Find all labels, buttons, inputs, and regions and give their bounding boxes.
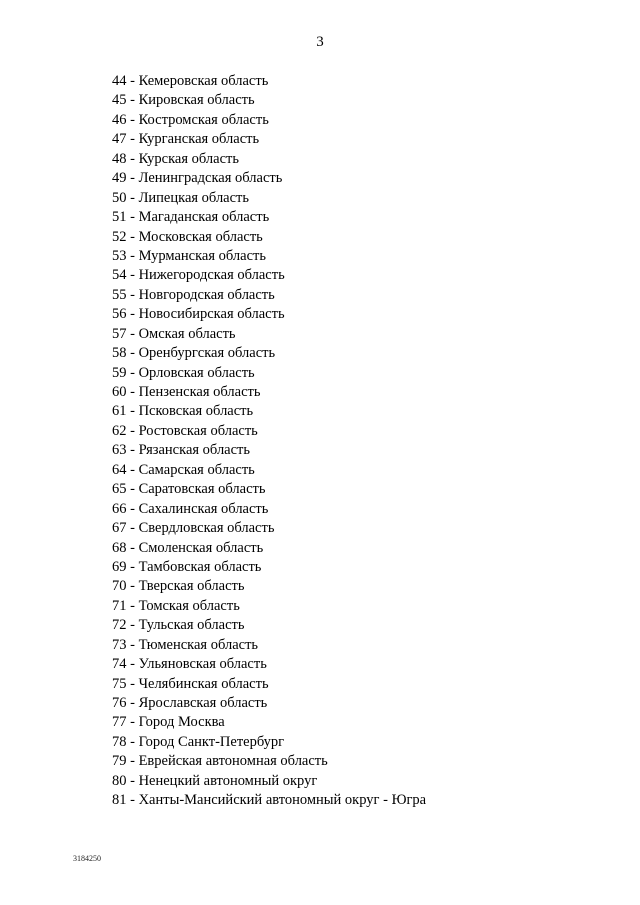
list-item: 71 - Томская область bbox=[112, 597, 240, 614]
list-item: 80 - Ненецкий автономный округ bbox=[112, 772, 318, 789]
list-item: 48 - Курская область bbox=[112, 150, 239, 167]
list-item: 50 - Липецкая область bbox=[112, 189, 250, 206]
list-item: 49 - Ленинградская область bbox=[112, 170, 283, 187]
list-item: 70 - Тверская область bbox=[112, 578, 245, 595]
list-item: 53 - Мурманская область bbox=[112, 247, 266, 264]
list-item: 56 - Новосибирская область bbox=[112, 306, 285, 323]
list-item: 47 - Курганская область bbox=[112, 131, 260, 148]
list-item: 60 - Пензенская область bbox=[112, 384, 261, 400]
list-item: 75 - Челябинская область bbox=[112, 675, 269, 692]
list-item: 81 - Ханты-Мансийский автономный округ - Югра bbox=[112, 792, 427, 809]
list-item: 76 - Ярославская область bbox=[112, 695, 268, 711]
list-item: 78 - Город Санкт-Петербург bbox=[112, 733, 285, 750]
list-item: 57 - Омская область bbox=[112, 325, 236, 342]
list-item: 65 - Саратовская область bbox=[112, 481, 266, 498]
list-item: 79 - Еврейская автономная область bbox=[112, 753, 328, 770]
list-item: 66 - Сахалинская область bbox=[112, 500, 269, 517]
list-item: 61 - Псковская область bbox=[112, 403, 254, 420]
list-item: 62 - Ростовская область bbox=[112, 422, 258, 439]
region-list bbox=[112, 72, 426, 811]
list-item: 58 - Оренбургская область bbox=[112, 345, 276, 362]
list-item: 44 - Кемеровская область bbox=[112, 73, 269, 89]
list-item: 59 - Орловская область bbox=[112, 364, 255, 381]
list-item: 72 - Тульская область bbox=[112, 617, 245, 634]
list-item: 46 - Костромская область bbox=[112, 111, 269, 128]
list-item: 52 - Московская область bbox=[112, 228, 263, 245]
list-item: 54 - Нижегородская область bbox=[112, 267, 285, 284]
list-item: 68 - Смоленская область bbox=[112, 539, 264, 556]
list-item: 55 - Новгородская область bbox=[112, 286, 275, 303]
document-code: 3184250 bbox=[73, 854, 101, 863]
list-item: 73 - Тюменская область bbox=[112, 636, 259, 653]
list-item: 74 - Ульяновская область bbox=[112, 656, 267, 673]
list-item: 64 - Самарская область bbox=[112, 461, 255, 478]
list-item: 77 - Город Москва bbox=[112, 714, 225, 731]
list-item: 69 - Тамбовская область bbox=[112, 558, 262, 575]
page-number: 3 bbox=[316, 34, 324, 50]
list-item: 45 - Кировская область bbox=[112, 92, 255, 109]
list-item: 51 - Магаданская область bbox=[112, 209, 270, 226]
list-item: 63 - Рязанская область bbox=[112, 442, 250, 459]
list-item: 67 - Свердловская область bbox=[112, 520, 275, 537]
